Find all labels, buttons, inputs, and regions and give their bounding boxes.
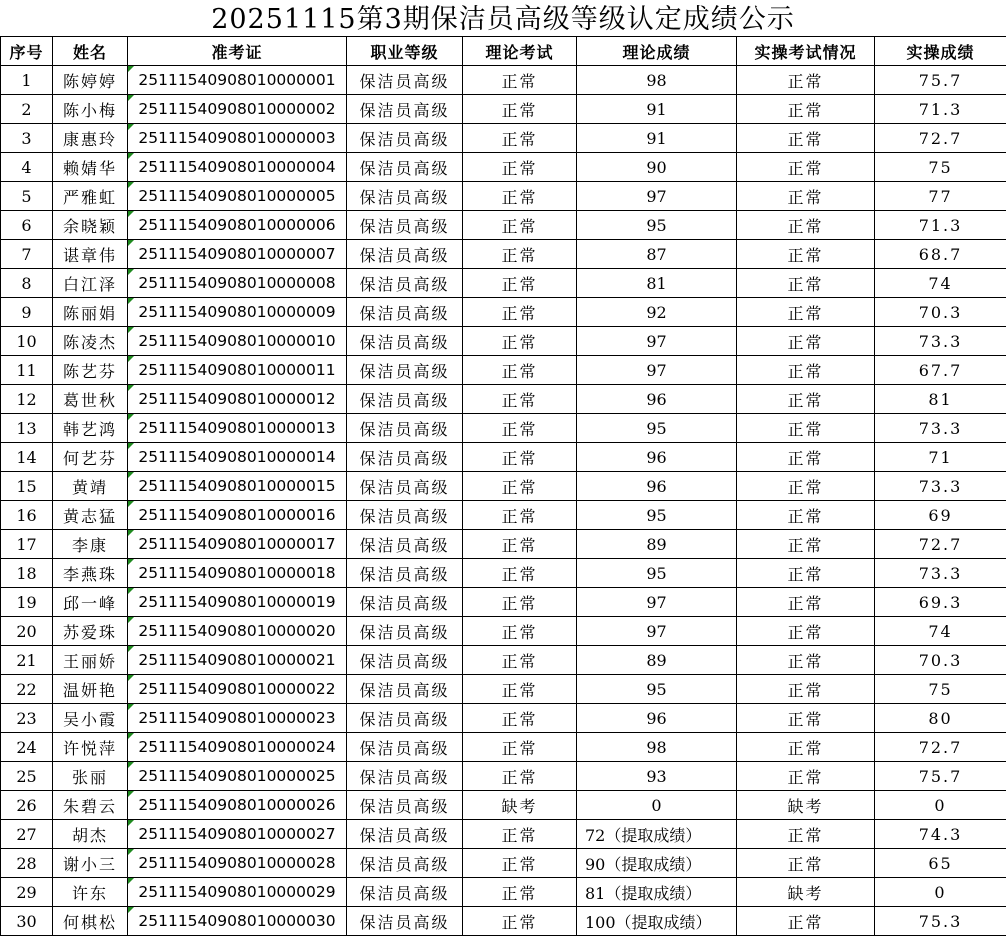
cell-practical-exam: 正常 (737, 907, 875, 936)
cell-theory-score: 89 (577, 646, 737, 675)
cell-practical-score: 0 (875, 791, 1006, 820)
cell-practical-score: 75.7 (875, 66, 1006, 95)
cell-theory-exam: 正常 (463, 211, 577, 240)
table-row (1, 414, 1006, 443)
header-row (1, 37, 1006, 66)
cell-theory-exam: 正常 (463, 762, 577, 791)
cell-theory-exam: 正常 (463, 182, 577, 211)
cell-theory-score: 93 (577, 762, 737, 791)
cell-index: 12 (1, 385, 53, 414)
table-row (1, 66, 1006, 95)
cell-ticket-id: 25111540908010000012 (128, 385, 347, 414)
cell-ticket-id: 25111540908010000004 (128, 153, 347, 182)
cell-name: 陈丽娟 (53, 298, 128, 327)
table-row (1, 385, 1006, 414)
cell-practical-score: 73.3 (875, 472, 1006, 501)
cell-index: 27 (1, 820, 53, 849)
cell-theory-score: 95 (577, 675, 737, 704)
cell-index: 2 (1, 95, 53, 124)
cell-index: 23 (1, 704, 53, 733)
cell-level: 保洁员高级 (347, 762, 463, 791)
table-row (1, 559, 1006, 588)
cell-practical-score: 75.7 (875, 762, 1006, 791)
table-row (1, 269, 1006, 298)
cell-index: 11 (1, 356, 53, 385)
cell-ticket-id: 25111540908010000013 (128, 414, 347, 443)
cell-theory-exam: 正常 (463, 559, 577, 588)
cell-practical-score: 77 (875, 182, 1006, 211)
table-row (1, 298, 1006, 327)
cell-theory-exam: 正常 (463, 385, 577, 414)
cell-theory-score: 95 (577, 211, 737, 240)
cell-theory-exam: 正常 (463, 675, 577, 704)
cell-practical-score: 71 (875, 443, 1006, 472)
table-row (1, 356, 1006, 385)
cell-ticket-id: 25111540908010000023 (128, 704, 347, 733)
cell-practical-score: 71.3 (875, 95, 1006, 124)
cell-level: 保洁员高级 (347, 704, 463, 733)
cell-theory-score: 90（提取成绩） (577, 849, 737, 878)
cell-level: 保洁员高级 (347, 298, 463, 327)
cell-index: 3 (1, 124, 53, 153)
cell-theory-exam: 正常 (463, 66, 577, 95)
cell-level: 保洁员高级 (347, 849, 463, 878)
cell-ticket-id: 25111540908010000020 (128, 617, 347, 646)
cell-index: 14 (1, 443, 53, 472)
cell-theory-score: 72（提取成绩） (577, 820, 737, 849)
table-row (1, 211, 1006, 240)
cell-practical-score: 69.3 (875, 588, 1006, 617)
header-cell-theory-score: 理论成绩 (577, 37, 737, 66)
cell-ticket-id: 25111540908010000018 (128, 559, 347, 588)
cell-index: 24 (1, 733, 53, 762)
cell-theory-score: 96 (577, 472, 737, 501)
cell-index: 15 (1, 472, 53, 501)
cell-theory-score: 0 (577, 791, 737, 820)
cell-level: 保洁员高级 (347, 211, 463, 240)
cell-ticket-id: 25111540908010000030 (128, 907, 347, 936)
cell-practical-score: 72.7 (875, 733, 1006, 762)
cell-index: 29 (1, 878, 53, 907)
cell-name: 何艺芬 (53, 443, 128, 472)
table-row (1, 472, 1006, 501)
cell-name: 李康 (53, 530, 128, 559)
cell-practical-score: 71.3 (875, 211, 1006, 240)
cell-index: 8 (1, 269, 53, 298)
cell-name: 李燕珠 (53, 559, 128, 588)
header-cell-practical-exam: 实操考试情况 (737, 37, 875, 66)
cell-practical-score: 75 (875, 153, 1006, 182)
cell-practical-score: 65 (875, 849, 1006, 878)
cell-practical-exam: 正常 (737, 675, 875, 704)
cell-name: 王丽娇 (53, 646, 128, 675)
cell-index: 30 (1, 907, 53, 936)
table-row (1, 443, 1006, 472)
cell-practical-exam: 正常 (737, 240, 875, 269)
cell-level: 保洁员高级 (347, 791, 463, 820)
cell-theory-exam: 正常 (463, 443, 577, 472)
cell-name: 胡杰 (53, 820, 128, 849)
header-cell-ticket-id: 准考证 (128, 37, 347, 66)
table-row (1, 675, 1006, 704)
cell-ticket-id: 25111540908010000028 (128, 849, 347, 878)
header-cell-practical-score: 实操成绩 (875, 37, 1006, 66)
cell-practical-exam: 正常 (737, 443, 875, 472)
table-row (1, 182, 1006, 211)
cell-index: 20 (1, 617, 53, 646)
cell-practical-score: 74 (875, 269, 1006, 298)
cell-practical-exam: 正常 (737, 298, 875, 327)
cell-theory-score: 97 (577, 327, 737, 356)
cell-index: 16 (1, 501, 53, 530)
cell-theory-exam: 正常 (463, 356, 577, 385)
cell-ticket-id: 25111540908010000014 (128, 443, 347, 472)
cell-index: 10 (1, 327, 53, 356)
cell-theory-score: 98 (577, 733, 737, 762)
cell-ticket-id: 25111540908010000003 (128, 124, 347, 153)
cell-theory-exam: 正常 (463, 240, 577, 269)
cell-practical-score: 74.3 (875, 820, 1006, 849)
cell-theory-exam: 正常 (463, 124, 577, 153)
cell-ticket-id: 25111540908010000007 (128, 240, 347, 269)
cell-theory-score: 97 (577, 182, 737, 211)
cell-index: 25 (1, 762, 53, 791)
cell-level: 保洁员高级 (347, 66, 463, 95)
cell-practical-exam: 正常 (737, 414, 875, 443)
cell-theory-exam: 正常 (463, 501, 577, 530)
cell-name: 韩艺鸿 (53, 414, 128, 443)
cell-theory-score: 97 (577, 356, 737, 385)
cell-name: 陈艺芬 (53, 356, 128, 385)
cell-theory-exam: 正常 (463, 820, 577, 849)
cell-index: 6 (1, 211, 53, 240)
table-row (1, 530, 1006, 559)
cell-theory-score: 96 (577, 443, 737, 472)
cell-ticket-id: 25111540908010000015 (128, 472, 347, 501)
table-row (1, 733, 1006, 762)
cell-index: 28 (1, 849, 53, 878)
cell-practical-exam: 正常 (737, 733, 875, 762)
cell-name: 陈凌杰 (53, 327, 128, 356)
cell-ticket-id: 25111540908010000027 (128, 820, 347, 849)
cell-theory-score: 98 (577, 66, 737, 95)
cell-index: 5 (1, 182, 53, 211)
cell-level: 保洁员高级 (347, 182, 463, 211)
cell-theory-score: 97 (577, 588, 737, 617)
header-cell-theory-exam: 理论考试 (463, 37, 577, 66)
cell-practical-score: 73.3 (875, 559, 1006, 588)
cell-name: 余晓颖 (53, 211, 128, 240)
cell-level: 保洁员高级 (347, 675, 463, 704)
cell-theory-exam: 正常 (463, 849, 577, 878)
cell-level: 保洁员高级 (347, 356, 463, 385)
table-row (1, 95, 1006, 124)
cell-level: 保洁员高级 (347, 820, 463, 849)
cell-practical-score: 67.7 (875, 356, 1006, 385)
cell-name: 邱一峰 (53, 588, 128, 617)
cell-ticket-id: 25111540908010000009 (128, 298, 347, 327)
cell-name: 康惠玲 (53, 124, 128, 153)
table-row (1, 791, 1006, 820)
cell-theory-score: 96 (577, 385, 737, 414)
cell-theory-exam: 正常 (463, 269, 577, 298)
table-row (1, 327, 1006, 356)
cell-level: 保洁员高级 (347, 240, 463, 269)
cell-name: 吴小霞 (53, 704, 128, 733)
cell-practical-exam: 正常 (737, 327, 875, 356)
cell-ticket-id: 25111540908010000010 (128, 327, 347, 356)
cell-practical-exam: 正常 (737, 95, 875, 124)
table-row (1, 153, 1006, 182)
cell-name: 许东 (53, 878, 128, 907)
cell-ticket-id: 25111540908010000026 (128, 791, 347, 820)
cell-ticket-id: 25111540908010000024 (128, 733, 347, 762)
cell-name: 朱碧云 (53, 791, 128, 820)
cell-theory-exam: 正常 (463, 414, 577, 443)
cell-practical-exam: 正常 (737, 211, 875, 240)
cell-practical-score: 75.3 (875, 907, 1006, 936)
cell-practical-exam: 正常 (737, 182, 875, 211)
cell-ticket-id: 25111540908010000019 (128, 588, 347, 617)
cell-practical-exam: 正常 (737, 124, 875, 153)
cell-theory-exam: 正常 (463, 646, 577, 675)
cell-name: 谌章伟 (53, 240, 128, 269)
cell-index: 17 (1, 530, 53, 559)
cell-theory-exam: 正常 (463, 733, 577, 762)
cell-name: 葛世秋 (53, 385, 128, 414)
cell-practical-exam: 正常 (737, 66, 875, 95)
table-row (1, 588, 1006, 617)
cell-level: 保洁员高级 (347, 559, 463, 588)
cell-practical-score: 74 (875, 617, 1006, 646)
cell-level: 保洁员高级 (347, 124, 463, 153)
cell-practical-score: 70.3 (875, 298, 1006, 327)
cell-index: 21 (1, 646, 53, 675)
cell-ticket-id: 25111540908010000002 (128, 95, 347, 124)
cell-practical-exam: 正常 (737, 646, 875, 675)
cell-level: 保洁员高级 (347, 472, 463, 501)
table-row (1, 646, 1006, 675)
cell-level: 保洁员高级 (347, 501, 463, 530)
cell-level: 保洁员高级 (347, 617, 463, 646)
cell-theory-exam: 正常 (463, 907, 577, 936)
cell-name: 赖婧华 (53, 153, 128, 182)
cell-ticket-id: 25111540908010000005 (128, 182, 347, 211)
cell-theory-exam: 正常 (463, 298, 577, 327)
cell-ticket-id: 25111540908010000025 (128, 762, 347, 791)
cell-name: 黄靖 (53, 472, 128, 501)
cell-theory-score: 90 (577, 153, 737, 182)
cell-name: 陈婷婷 (53, 66, 128, 95)
header-cell-name: 姓名 (53, 37, 128, 66)
table-row (1, 907, 1006, 936)
cell-practical-score: 72.7 (875, 124, 1006, 153)
cell-theory-score: 81 (577, 269, 737, 298)
cell-practical-score: 72.7 (875, 530, 1006, 559)
cell-theory-exam: 正常 (463, 704, 577, 733)
table-row (1, 704, 1006, 733)
cell-name: 何棋松 (53, 907, 128, 936)
cell-practical-exam: 缺考 (737, 878, 875, 907)
cell-theory-score: 96 (577, 704, 737, 733)
cell-practical-score: 73.3 (875, 327, 1006, 356)
table-row (1, 878, 1006, 907)
cell-level: 保洁员高级 (347, 907, 463, 936)
cell-theory-exam: 正常 (463, 95, 577, 124)
cell-theory-score: 95 (577, 501, 737, 530)
cell-practical-exam: 正常 (737, 269, 875, 298)
cell-practical-exam: 正常 (737, 501, 875, 530)
cell-practical-exam: 正常 (737, 530, 875, 559)
score-table (0, 36, 1006, 936)
table-row (1, 501, 1006, 530)
table-row (1, 849, 1006, 878)
cell-theory-score: 91 (577, 95, 737, 124)
cell-practical-exam: 正常 (737, 153, 875, 182)
cell-theory-score: 87 (577, 240, 737, 269)
cell-index: 9 (1, 298, 53, 327)
cell-name: 温妍艳 (53, 675, 128, 704)
cell-index: 7 (1, 240, 53, 269)
header-cell-level: 职业等级 (347, 37, 463, 66)
cell-name: 白江泽 (53, 269, 128, 298)
cell-theory-score: 97 (577, 617, 737, 646)
cell-level: 保洁员高级 (347, 443, 463, 472)
cell-theory-exam: 缺考 (463, 791, 577, 820)
cell-level: 保洁员高级 (347, 878, 463, 907)
cell-name: 黄志猛 (53, 501, 128, 530)
cell-theory-exam: 正常 (463, 617, 577, 646)
table-row (1, 240, 1006, 269)
cell-practical-exam: 正常 (737, 356, 875, 385)
cell-practical-score: 69 (875, 501, 1006, 530)
cell-index: 13 (1, 414, 53, 443)
cell-ticket-id: 25111540908010000008 (128, 269, 347, 298)
table-row (1, 820, 1006, 849)
cell-index: 4 (1, 153, 53, 182)
cell-name: 严雅虹 (53, 182, 128, 211)
table-row (1, 762, 1006, 791)
cell-practical-exam: 正常 (737, 849, 875, 878)
table-row (1, 124, 1006, 153)
cell-ticket-id: 25111540908010000029 (128, 878, 347, 907)
cell-theory-exam: 正常 (463, 472, 577, 501)
cell-level: 保洁员高级 (347, 327, 463, 356)
cell-ticket-id: 25111540908010000021 (128, 646, 347, 675)
cell-level: 保洁员高级 (347, 414, 463, 443)
cell-level: 保洁员高级 (347, 646, 463, 675)
cell-name: 苏爱珠 (53, 617, 128, 646)
page-title: 20251115第3期保洁员高级等级认定成绩公示 (211, 4, 795, 35)
cell-theory-exam: 正常 (463, 153, 577, 182)
cell-name: 谢小三 (53, 849, 128, 878)
cell-practical-exam: 缺考 (737, 791, 875, 820)
cell-theory-score: 89 (577, 530, 737, 559)
cell-practical-score: 68.7 (875, 240, 1006, 269)
table-body (1, 66, 1006, 936)
cell-ticket-id: 25111540908010000022 (128, 675, 347, 704)
cell-theory-exam: 正常 (463, 327, 577, 356)
cell-level: 保洁员高级 (347, 385, 463, 414)
cell-level: 保洁员高级 (347, 269, 463, 298)
cell-theory-score: 91 (577, 124, 737, 153)
cell-ticket-id: 25111540908010000016 (128, 501, 347, 530)
cell-level: 保洁员高级 (347, 153, 463, 182)
cell-ticket-id: 25111540908010000011 (128, 356, 347, 385)
cell-theory-score: 100（提取成绩） (577, 907, 737, 936)
cell-theory-score: 92 (577, 298, 737, 327)
cell-theory-exam: 正常 (463, 878, 577, 907)
cell-theory-score: 81（提取成绩） (577, 878, 737, 907)
cell-index: 19 (1, 588, 53, 617)
cell-level: 保洁员高级 (347, 530, 463, 559)
cell-practical-score: 75 (875, 675, 1006, 704)
cell-name: 张丽 (53, 762, 128, 791)
cell-name: 许悦萍 (53, 733, 128, 762)
table-row (1, 617, 1006, 646)
cell-ticket-id: 25111540908010000001 (128, 66, 347, 95)
cell-practical-exam: 正常 (737, 617, 875, 646)
cell-practical-exam: 正常 (737, 559, 875, 588)
cell-practical-exam: 正常 (737, 472, 875, 501)
cell-practical-score: 70.3 (875, 646, 1006, 675)
cell-level: 保洁员高级 (347, 733, 463, 762)
cell-theory-exam: 正常 (463, 588, 577, 617)
cell-ticket-id: 25111540908010000006 (128, 211, 347, 240)
cell-practical-exam: 正常 (737, 820, 875, 849)
cell-practical-exam: 正常 (737, 762, 875, 791)
cell-level: 保洁员高级 (347, 588, 463, 617)
cell-level: 保洁员高级 (347, 95, 463, 124)
cell-index: 1 (1, 66, 53, 95)
cell-index: 26 (1, 791, 53, 820)
cell-practical-exam: 正常 (737, 588, 875, 617)
cell-practical-score: 73.3 (875, 414, 1006, 443)
cell-practical-score: 0 (875, 878, 1006, 907)
cell-theory-score: 95 (577, 414, 737, 443)
cell-index: 18 (1, 559, 53, 588)
cell-theory-score: 95 (577, 559, 737, 588)
cell-practical-exam: 正常 (737, 704, 875, 733)
cell-practical-score: 81 (875, 385, 1006, 414)
cell-ticket-id: 25111540908010000017 (128, 530, 347, 559)
cell-name: 陈小梅 (53, 95, 128, 124)
header-cell-index: 序号 (1, 37, 53, 66)
cell-practical-score: 80 (875, 704, 1006, 733)
cell-practical-exam: 正常 (737, 385, 875, 414)
cell-theory-exam: 正常 (463, 530, 577, 559)
cell-index: 22 (1, 675, 53, 704)
